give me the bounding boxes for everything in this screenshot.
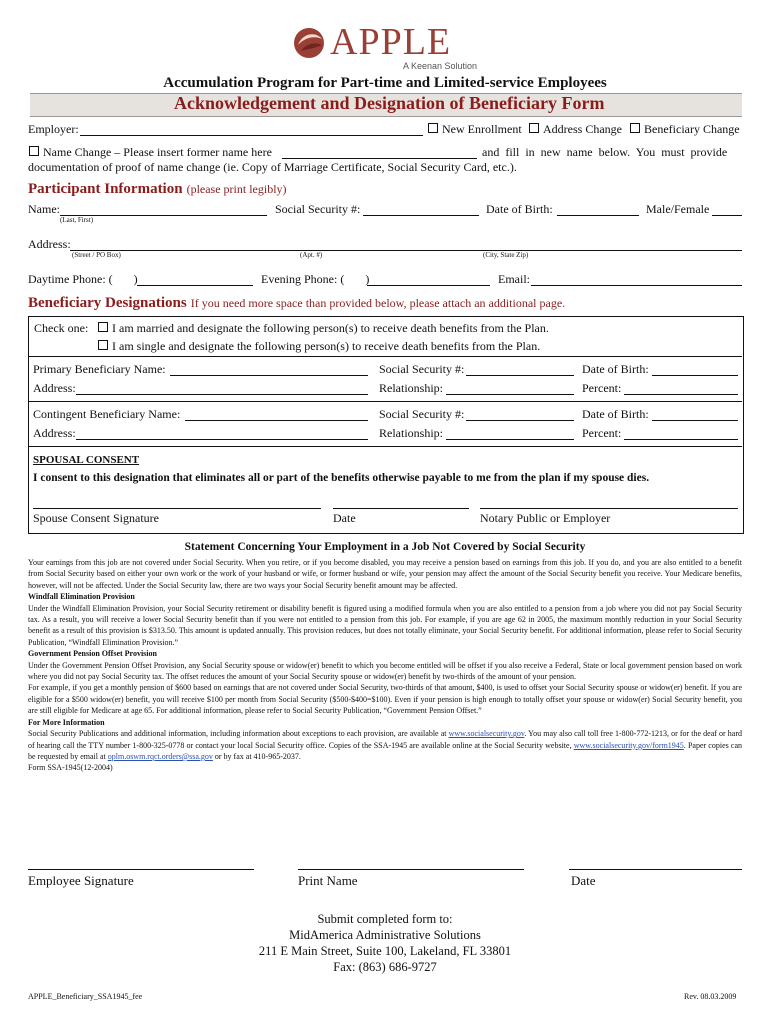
- submit-line: Submit completed form to:: [317, 912, 453, 926]
- name-change-tail: and fill in new name below. You must provide: [482, 145, 728, 159]
- contingent-ssn-field[interactable]: [466, 408, 574, 421]
- participant-name-field[interactable]: [60, 203, 267, 216]
- submit-address: 211 E Main Street, Suite 100, Lakeland, FL 33801: [258, 944, 512, 958]
- name-change-checkbox[interactable]: [29, 146, 39, 156]
- contingent-relationship-label: Relationship:: [379, 426, 443, 440]
- spouse-date-label: Date: [333, 511, 356, 525]
- employee-signature-field[interactable]: [28, 859, 254, 870]
- submit-block: [0, 911, 770, 975]
- daytime-phone-label: Daytime Phone: ( ): [28, 272, 138, 286]
- married-checkbox[interactable]: [98, 322, 108, 332]
- beneficiary-change-checkbox[interactable]: [630, 123, 640, 133]
- ssa-email-link[interactable]: oplm.oswm.rqct.orders@ssa.gov: [107, 751, 213, 761]
- name-hint: (Last, First): [60, 216, 94, 224]
- print-name-label: Print Name: [298, 873, 358, 888]
- primary-ssn-field[interactable]: [466, 363, 574, 376]
- city-hint: (City, State Zip): [483, 251, 529, 259]
- apt-hint: (Apt. #): [300, 251, 323, 259]
- primary-relationship-field[interactable]: [446, 382, 574, 395]
- contingent-percent-label: Percent:: [582, 426, 622, 440]
- contingent-dob-label: Date of Birth:: [582, 407, 649, 421]
- former-name-field[interactable]: [282, 146, 477, 159]
- participant-ssn-field[interactable]: [363, 203, 479, 216]
- option-new-enrollment[interactable]: New Enrollment: [426, 122, 522, 137]
- evening-phone-field[interactable]: [367, 273, 490, 286]
- participant-heading: Participant Information (please print legibly): [28, 181, 287, 197]
- submit-company: MidAmerica Administrative Solutions: [289, 928, 481, 942]
- contingent-name-label: Contingent Beneficiary Name:: [33, 407, 181, 421]
- spouse-signature-field[interactable]: [33, 496, 321, 509]
- footer-revision: Rev. 08.03.2009: [684, 992, 737, 1001]
- footer-filename: APPLE_Beneficiary_SSA1945_fee: [28, 992, 143, 1001]
- check-one-label: Check one:: [34, 321, 89, 335]
- primary-address-label: Address:: [33, 381, 76, 395]
- single-checkbox[interactable]: [98, 340, 108, 350]
- form-title: Acknowledgement and Designation of Beneficiary Form: [174, 93, 605, 113]
- participant-sex-field[interactable]: [712, 203, 742, 216]
- more-info-text: Social Security Publications and additional information, including information about exceptions to each provision, are available at www.socialsecurity.gov. You may also call toll free 1-800-772-1213, or for the deaf or hard of hearing call the TTY number 1-800-325-0778 or contact your local Social Security office. Copies of the SSA-1945 are available online at the Social Security website, www.socialsecurity.gov/form1945. Paper copies can be requested by email at oplm.oswm.rqct.orders@ssa.gov or by fax at 410-965-2037.: [28, 729, 742, 761]
- ssa-website-link[interactable]: www.socialsecurity.gov: [448, 729, 525, 739]
- spouse-signature-label: Spouse Consent Signature: [33, 511, 159, 525]
- participant-dob-label: Date of Birth:: [486, 202, 553, 216]
- logo: [292, 22, 482, 62]
- spouse-date-field[interactable]: [333, 496, 469, 509]
- primary-relationship-label: Relationship:: [379, 381, 443, 395]
- primary-dob-field[interactable]: [652, 363, 738, 376]
- spousal-consent-heading: SPOUSAL CONSENT: [33, 454, 140, 466]
- contingent-ssn-label: Social Security #:: [379, 407, 465, 421]
- employee-signature-label: Employee Signature: [28, 873, 134, 888]
- wep-heading: Windfall Elimination Provision: [28, 592, 135, 602]
- option-address-change[interactable]: Address Change: [527, 122, 622, 137]
- option-name-change[interactable]: Name Change – Please insert former name here: [27, 145, 272, 160]
- email-label: Email:: [498, 272, 530, 286]
- print-name-field[interactable]: [298, 859, 524, 870]
- contingent-relationship-field[interactable]: [446, 427, 574, 440]
- beneficiary-heading: Beneficiary Designations If you need more space than provided below, please attach an additional page.: [28, 295, 566, 311]
- employer-label: Employer:: [28, 122, 79, 136]
- primary-percent-field[interactable]: [624, 382, 738, 395]
- program-title: Accumulation Program for Part-time and Limited-service Employees: [163, 75, 607, 91]
- divider: [28, 356, 742, 357]
- participant-address-label: Address:: [28, 237, 71, 251]
- date-label: Date: [571, 873, 596, 888]
- address-change-checkbox[interactable]: [529, 123, 539, 133]
- primary-name-label: Primary Beneficiary Name:: [33, 362, 166, 376]
- contingent-name-field[interactable]: [185, 408, 368, 421]
- participant-address-field[interactable]: [70, 238, 742, 251]
- divider: [28, 446, 742, 447]
- contingent-address-field[interactable]: [76, 427, 368, 440]
- notary-field[interactable]: [480, 496, 738, 509]
- email-field[interactable]: [531, 273, 742, 286]
- form-number: Form SSA-1945(12-2004): [28, 763, 113, 773]
- notary-label: Notary Public or Employer: [480, 511, 611, 525]
- participant-ssn-label: Social Security #:: [275, 202, 361, 216]
- daytime-phone-field[interactable]: [137, 273, 253, 286]
- submit-fax: Fax: (863) 686-9727: [333, 960, 437, 974]
- option-single[interactable]: I am single and designate the following person(s) to receive death benefits from the Plan.: [96, 339, 540, 354]
- primary-dob-label: Date of Birth:: [582, 362, 649, 376]
- primary-ssn-label: Social Security #:: [379, 362, 465, 376]
- participant-dob-field[interactable]: [557, 203, 639, 216]
- statement-intro: Your earnings from this job are not covered under Social Security. When you retire, or if you become disabled, you may receive a pension based on earnings from this job. If you do, and you are also entitled to a benefit from Social Security based on either your own work or the work of your husband or wife, or former husband or wife, your pension may affect the amount of the Social Security benefit you receive. Your Medicare benefits, however, will not be affected. Under the Social Security law, there are two ways your Social Security benefit amount may be affected.: [28, 558, 742, 590]
- more-info-heading: For More Information: [28, 717, 105, 727]
- statement-body: [28, 557, 742, 774]
- contingent-dob-field[interactable]: [652, 408, 738, 421]
- logo-wordmark: APPLE: [330, 21, 452, 63]
- evening-phone-label: Evening Phone: ( ): [261, 272, 370, 286]
- date-field[interactable]: [569, 859, 742, 870]
- apple-logo-icon: [292, 25, 326, 59]
- primary-name-field[interactable]: [170, 363, 368, 376]
- street-hint: (Street / PO Box): [72, 251, 121, 259]
- contingent-address-label: Address:: [33, 426, 76, 440]
- gpo-text: Under the Government Pension Offset Provision, any Social Security spouse or widow(er) benefit to which you become entitled will be offset if you also receive a Federal, State or local government pension based on work where you did not pay Social Security tax. The offset reduces the amount of your Social Security spouse or widow(er) benefit by two-thirds of the amount of your pension.: [28, 660, 742, 682]
- name-change-note: documentation of proof of name change (ie. Copy of Marriage Certificate, Social Security Card, etc.).: [28, 160, 517, 174]
- contingent-percent-field[interactable]: [624, 427, 738, 440]
- gpo-example: For example, if you get a monthly pension of $600 based on earnings that are not covered under Social Security, two-thirds of that amount, $400, is used to offset your Social Security spouse or widow(er) benefit. If you are eligible for a $500 widow(er) benefit, you will receive $100 per month from Social Security ($500-$400=$100). Even if your pension is high enough to totally offset your spouse or widow(er) Social Security benefit, you are still eligible for Medicare at age 65. For additional information, please refer to Social Security Publication, “Government Pension Offset.”: [28, 683, 742, 716]
- participant-sex-label: Male/Female: [646, 202, 710, 216]
- option-married[interactable]: I am married and designate the following person(s) to receive death benefits from the Plan.: [96, 321, 549, 336]
- form1945-link[interactable]: www.socialsecurity.gov/form1945: [573, 740, 684, 750]
- primary-address-field[interactable]: [76, 382, 368, 395]
- spousal-consent-statement: I consent to this designation that eliminates all or part of the benefits otherwise payable to me from the plan if my spouse dies.: [33, 472, 650, 484]
- wep-text: Under the Windfall Elimination Provision, your Social Security retirement or disability benefit is figured using a modified formula when you are also entitled to a pension from a job where you did not pay Social Security tax. As a result, you will receive a lower Social Security benefit than if you were not entitled to a pension from this job. For example, if you are age 62 in 2005, the maximum monthly reduction in your Social Security benefit as a result of this provision is $313.50. This amount is updated annually. This provision reduces, but does not totally eliminate, your Social Security benefit. For additional information, please refer to Social Security Publication, “Windfall Elimination Provision.”: [28, 603, 742, 647]
- statement-title: Statement Concerning Your Employment in a Job Not Covered by Social Security: [184, 541, 586, 553]
- divider: [28, 401, 742, 402]
- participant-name-label: Name:: [28, 202, 60, 216]
- option-beneficiary-change[interactable]: Beneficiary Change: [628, 122, 740, 137]
- new-enrollment-checkbox[interactable]: [428, 123, 438, 133]
- gpo-heading: Government Pension Offset Provision: [28, 649, 157, 659]
- employer-field[interactable]: [80, 123, 423, 136]
- logo-subtitle: A Keenan Solution: [403, 61, 478, 71]
- primary-percent-label: Percent:: [582, 381, 622, 395]
